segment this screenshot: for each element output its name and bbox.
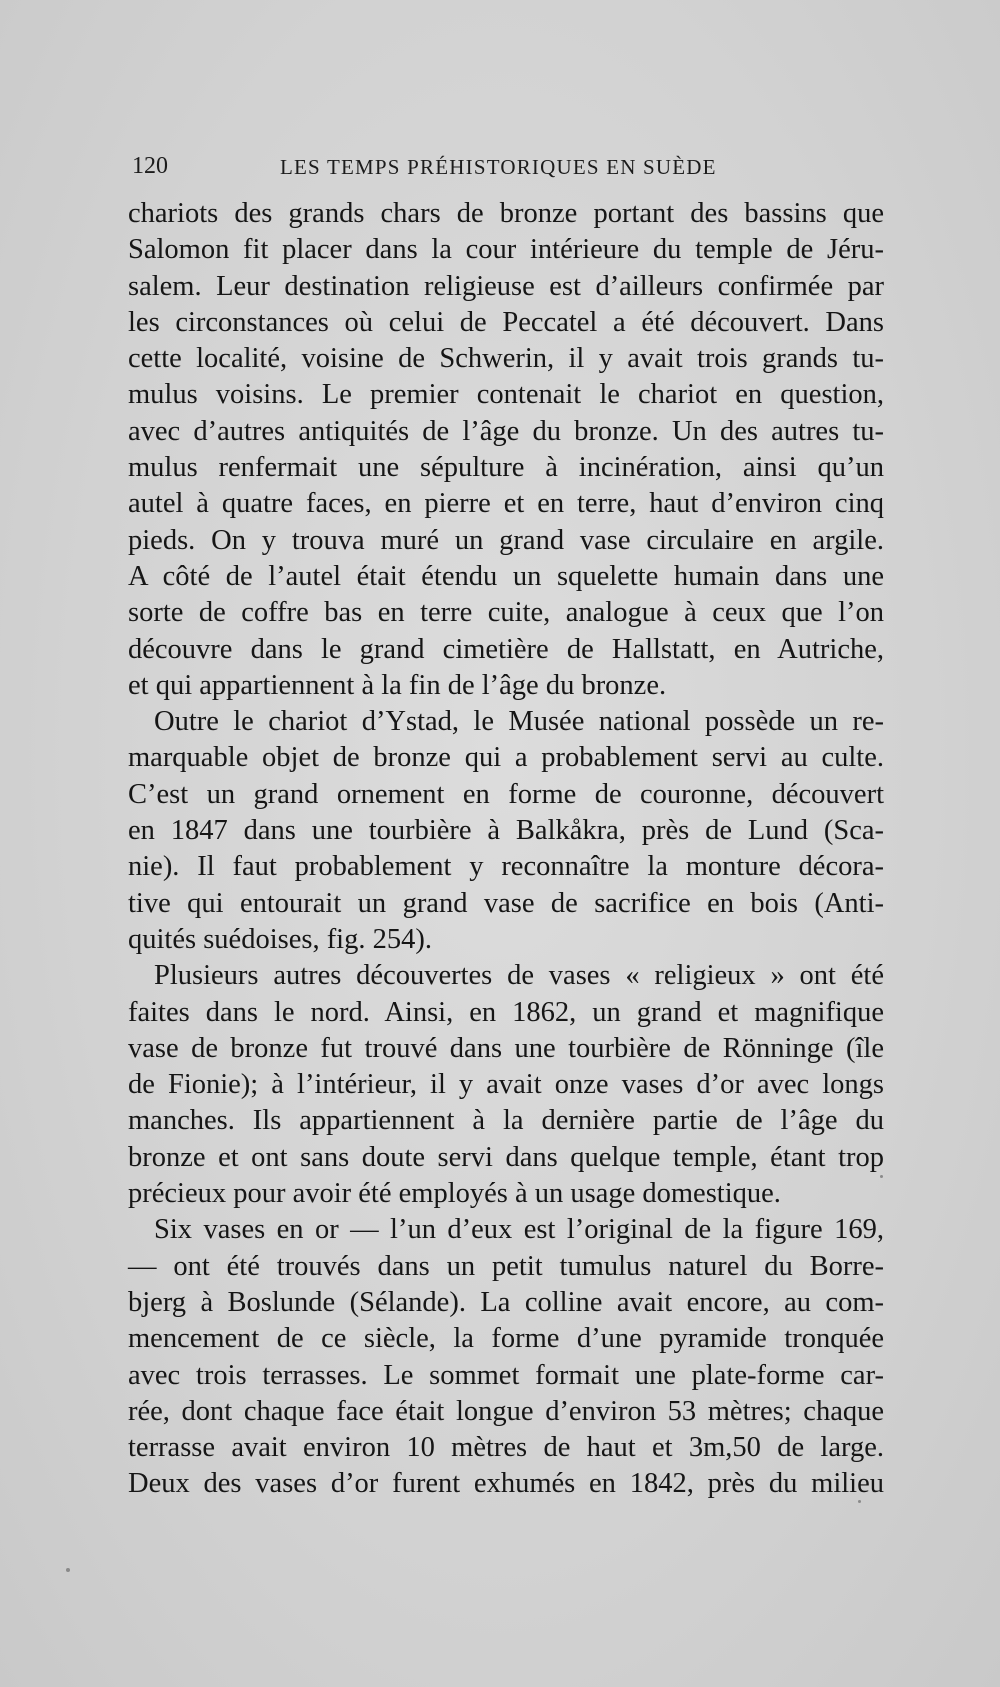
text-line: sorte de coffre bas en terre cuite, analogue à ceux que l’on <box>128 597 884 629</box>
text-line: précieux pour avoir été employés à un usage domestique. <box>128 1178 781 1210</box>
body-text <box>128 196 884 1503</box>
text-line: pieds. On y trouva muré un grand vase circulaire en argile. <box>128 524 884 556</box>
text-line: rée, dont chaque face était longue d’environ 53 mètres; chaque <box>128 1395 884 1427</box>
text-line: chariots des grands chars de bronze portant des bassins que <box>128 198 884 229</box>
text-line: tive qui entourait un grand vase de sacrifice en bois (Anti- <box>128 887 884 919</box>
text-line: salem. Leur destination religieuse est d’ailleurs confirmée par <box>128 270 884 302</box>
text-line: marquable objet de bronze qui a probablement servi au culte. <box>128 742 884 774</box>
paper-speck <box>858 1500 861 1503</box>
paper-speck <box>66 1568 70 1572</box>
text-line: mencement de ce siècle, la forme d’une pyramide tronquée <box>128 1323 884 1355</box>
text-line: — ont été trouvés dans un petit tumulus naturel du Borre- <box>128 1250 884 1282</box>
text-line: Salomon fit placer dans la cour intérieure du temple de Jéru- <box>128 234 884 266</box>
text-line: avec trois terrasses. Le sommet formait une plate-forme car- <box>128 1359 884 1391</box>
paper-speck <box>880 1175 883 1178</box>
text-line: mulus renfermait une sépulture à incinération, ainsi qu’un <box>128 452 884 484</box>
text-line: Outre le chariot d’Ystad, le Musée national possède un re- <box>154 706 884 738</box>
text-line: quités suédoises, fig. 254). <box>128 923 432 955</box>
page-number: 120 <box>132 153 168 179</box>
text-line: Deux des vases d’or furent exhumés en 1842, près du milieu <box>128 1468 884 1500</box>
page-header <box>132 153 736 185</box>
text-line: C’est un grand ornement en forme de couronne, découvert <box>128 778 884 810</box>
text-line: et qui appartiennent à la fin de l’âge du bronze. <box>128 669 667 701</box>
text-line: faites dans le nord. Ainsi, en 1862, un grand et magnifique <box>128 996 884 1028</box>
text-line: nie). Il faut probablement y reconnaître la monture décora- <box>128 851 884 883</box>
text-line: Six vases en or — l’un d’eux est l’original de la figure 169, <box>154 1214 884 1246</box>
text-line: découvre dans le grand cimetière de Hallstatt, en Autriche, <box>128 633 884 665</box>
text-line: A côté de l’autel était étendu un squelette humain dans une <box>128 560 884 592</box>
text-line: cette localité, voisine de Schwerin, il y avait trois grands tu- <box>128 343 884 375</box>
text-line: bronze et ont sans doute servi dans quelque temple, étant trop <box>128 1141 884 1173</box>
text-line: mulus voisins. Le premier contenait le chariot en question, <box>128 379 884 411</box>
text-line: Plusieurs autres découvertes de vases « religieux » ont été <box>154 960 884 992</box>
text-line: manches. Ils appartiennent à la dernière partie de l’âge du <box>128 1105 884 1137</box>
text-line: bjerg à Boslunde (Sélande). La colline avait encore, au com- <box>128 1286 884 1318</box>
text-line: avec d’autres antiquités de l’âge du bronze. Un des autres tu- <box>128 415 884 447</box>
text-line: autel à quatre faces, en pierre et en terre, haut d’environ cinq <box>128 488 884 520</box>
text-line: terrasse avait environ 10 mètres de haut et 3m,50 de large. <box>128 1432 884 1464</box>
text-line: en 1847 dans une tourbière à Balkåkra, près de Lund (Sca- <box>128 815 884 847</box>
text-line: de Fionie); à l’intérieur, il y avait onze vases d’or avec longs <box>128 1069 884 1101</box>
running-head: LES TEMPS PRÉHISTORIQUES EN SUÈDE <box>280 155 717 179</box>
text-line: les circonstances où celui de Peccatel a été découvert. Dans <box>128 306 884 338</box>
text-line: vase de bronze fut trouvé dans une tourbière de Rönninge (île <box>128 1032 884 1064</box>
